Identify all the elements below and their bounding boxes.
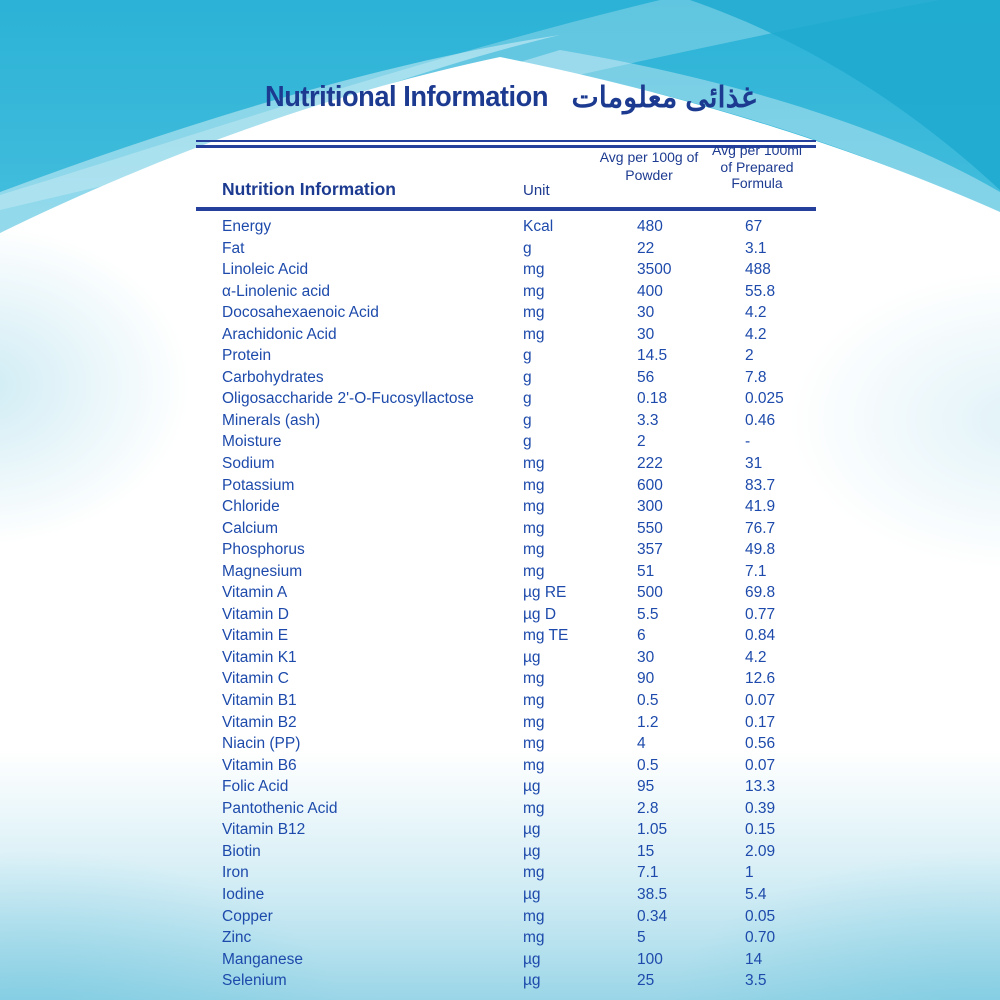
- nutrient-name-cell: Potassium: [222, 476, 295, 494]
- nutrient-name-cell: Iodine: [222, 885, 265, 903]
- table-row: [196, 238, 816, 260]
- powder-value-cell: 6: [637, 627, 646, 645]
- nutrient-name-cell: Energy: [222, 218, 272, 235]
- table-row: [196, 949, 816, 971]
- unit-cell: mg: [523, 476, 545, 494]
- unit-cell: mg: [523, 670, 545, 688]
- formula-value-cell: 41.9: [745, 498, 776, 516]
- nutrient-name-cell: Oligosaccharide 2'-O-Fucosyllactose: [222, 390, 474, 408]
- formula-value-cell: 31: [745, 455, 763, 473]
- formula-value-cell: 2: [745, 347, 754, 365]
- unit-cell: mg: [523, 756, 545, 774]
- unit-cell: mg: [523, 735, 545, 753]
- formula-value-cell: 0.84: [745, 627, 776, 645]
- nutrient-name-cell: Vitamin A: [222, 584, 288, 602]
- table-row: [196, 561, 816, 583]
- nutrient-name-cell: Fat: [222, 239, 245, 257]
- unit-cell: µg: [523, 648, 541, 666]
- table-row: [196, 539, 816, 561]
- nutrient-name-cell: α-Linolenic acid: [222, 282, 331, 300]
- powder-value-cell: 22: [637, 239, 655, 257]
- powder-value-cell: 0.34: [637, 907, 668, 925]
- nutrient-name-cell: Vitamin K1: [222, 648, 297, 666]
- formula-value-cell: 7.8: [745, 368, 767, 386]
- nutrient-name-cell: Sodium: [222, 455, 275, 473]
- unit-cell: mg: [523, 541, 545, 559]
- table-row: [196, 453, 816, 475]
- unit-cell: mg: [523, 692, 545, 710]
- formula-value-cell: 0.07: [745, 692, 776, 710]
- nutrient-name-cell: Copper: [222, 907, 273, 925]
- powder-value-cell: 1.05: [637, 821, 668, 839]
- table-row: [196, 431, 816, 453]
- formula-value-cell: 0.70: [745, 929, 776, 947]
- powder-value-cell: 300: [637, 498, 663, 516]
- table-row: [196, 690, 816, 712]
- powder-value-cell: 95: [637, 778, 655, 796]
- table-row: [196, 324, 816, 346]
- formula-value-cell: 14: [745, 950, 763, 968]
- formula-value-cell: 55.8: [745, 282, 776, 300]
- powder-value-cell: 480: [637, 218, 663, 235]
- nutrient-name-cell: Docosahexaenoic Acid: [222, 304, 379, 322]
- formula-value-cell: 488: [745, 261, 771, 279]
- unit-cell: µg: [523, 842, 541, 860]
- powder-value-cell: 30: [637, 648, 655, 666]
- table-row: [196, 281, 816, 303]
- powder-value-cell: 30: [637, 304, 655, 322]
- powder-value-cell: 500: [637, 584, 663, 602]
- unit-cell: mg: [523, 282, 545, 300]
- powder-value-cell: 3.3: [637, 411, 659, 429]
- nutrition-sheet: [196, 0, 816, 1000]
- nutrient-name-cell: Vitamin D: [222, 605, 289, 623]
- unit-cell: mg: [523, 325, 545, 343]
- nutrient-name-cell: Magnesium: [222, 562, 303, 580]
- formula-value-cell: 0.025: [745, 390, 784, 408]
- table-row: [196, 410, 816, 432]
- powder-value-cell: 2.8: [637, 799, 659, 817]
- unit-cell: mg TE: [523, 627, 569, 645]
- formula-value-cell: 49.8: [745, 541, 776, 559]
- nutrient-name-cell: Phosphorus: [222, 541, 305, 559]
- table-row: [196, 733, 816, 755]
- table-row: [196, 216, 816, 238]
- powder-value-cell: 5: [637, 929, 646, 947]
- formula-value-cell: 67: [745, 218, 763, 235]
- header-rule: [196, 207, 816, 211]
- unit-cell: mg: [523, 498, 545, 516]
- column-header-name: Nutrition Information: [222, 179, 397, 199]
- nutrient-name-cell: Folic Acid: [222, 778, 289, 796]
- unit-cell: mg: [523, 304, 545, 322]
- formula-value-cell: 4.2: [745, 325, 767, 343]
- unit-cell: g: [523, 347, 532, 365]
- nutrient-name-cell: Chloride: [222, 498, 280, 516]
- powder-value-cell: 5.5: [637, 605, 659, 623]
- powder-value-cell: 550: [637, 519, 663, 537]
- column-header-unit: Unit: [523, 182, 550, 199]
- unit-cell: mg: [523, 713, 545, 731]
- table-row: [196, 841, 816, 863]
- nutrient-name-cell: Biotin: [222, 842, 261, 860]
- formula-value-cell: 83.7: [745, 476, 776, 494]
- table-row: [196, 496, 816, 518]
- title-english: Nutritional Information: [265, 81, 548, 113]
- unit-cell: mg: [523, 519, 545, 537]
- nutrient-name-cell: Carbohydrates: [222, 368, 324, 386]
- table-row: [196, 862, 816, 884]
- table-row: [196, 647, 816, 669]
- formula-value-cell: 69.8: [745, 584, 776, 602]
- nutrient-name-cell: Niacin (PP): [222, 735, 301, 753]
- table-row: [196, 884, 816, 906]
- powder-value-cell: 0.5: [637, 692, 659, 710]
- unit-cell: µg RE: [523, 584, 567, 602]
- powder-value-cell: 15: [637, 842, 655, 860]
- table-row: [196, 604, 816, 626]
- table-row: [196, 755, 816, 777]
- nutrient-name-cell: Minerals (ash): [222, 411, 321, 429]
- formula-value-cell: 5.4: [745, 885, 767, 903]
- powder-value-cell: 222: [637, 455, 663, 473]
- nutrient-name-cell: Vitamin C: [222, 670, 289, 688]
- formula-value-cell: 0.46: [745, 411, 776, 429]
- table-row: [196, 712, 816, 734]
- unit-cell: mg: [523, 455, 545, 473]
- unit-cell: mg: [523, 929, 545, 947]
- table-row: [196, 388, 816, 410]
- formula-value-cell: 4.2: [745, 648, 767, 666]
- powder-value-cell: 56: [637, 368, 655, 386]
- powder-value-cell: 0.18: [637, 390, 668, 408]
- unit-cell: µg: [523, 885, 541, 903]
- formula-value-cell: 2.09: [745, 842, 776, 860]
- formula-value-cell: 0.07: [745, 756, 776, 774]
- unit-cell: g: [523, 411, 532, 429]
- formula-value-cell: 0.05: [745, 907, 776, 925]
- table-row: [196, 625, 816, 647]
- powder-value-cell: 0.5: [637, 756, 659, 774]
- title-urdu: غذائی معلومات: [571, 82, 756, 114]
- table-row: [196, 582, 816, 604]
- powder-value-cell: 100: [637, 950, 663, 968]
- powder-value-cell: 3500: [637, 261, 672, 279]
- nutrient-name-cell: Vitamin B1: [222, 692, 297, 710]
- nutrient-name-cell: Vitamin B6: [222, 756, 297, 774]
- powder-value-cell: 1.2: [637, 713, 659, 731]
- unit-cell: µg: [523, 778, 541, 796]
- table-row: [196, 302, 816, 324]
- nutrient-name-cell: Calcium: [222, 519, 278, 537]
- unit-cell: µg: [523, 821, 541, 839]
- nutrient-name-cell: Selenium: [222, 972, 287, 990]
- nutrient-name-cell: Arachidonic Acid: [222, 325, 337, 343]
- formula-value-cell: 13.3: [745, 778, 776, 796]
- table-row: [196, 776, 816, 798]
- formula-value-cell: 0.17: [745, 713, 776, 731]
- page-title: [196, 80, 816, 115]
- unit-cell: µg: [523, 950, 541, 968]
- powder-value-cell: 357: [637, 541, 663, 559]
- powder-value-cell: 14.5: [637, 347, 668, 365]
- formula-value-cell: 3.1: [745, 239, 767, 257]
- nutrient-name-cell: Protein: [222, 347, 272, 365]
- nutrient-name-cell: Manganese: [222, 950, 304, 968]
- nutrient-name-cell: Zinc: [222, 929, 252, 947]
- unit-cell: mg: [523, 261, 545, 279]
- unit-cell: mg: [523, 907, 545, 925]
- unit-cell: g: [523, 433, 532, 451]
- table-row: [196, 819, 816, 841]
- table-row: [196, 798, 816, 820]
- nutrient-name-cell: Pantothenic Acid: [222, 799, 338, 817]
- unit-cell: mg: [523, 864, 545, 882]
- unit-cell: mg: [523, 562, 545, 580]
- powder-value-cell: 25: [637, 972, 655, 990]
- formula-value-cell: 7.1: [745, 562, 767, 580]
- unit-cell: g: [523, 239, 532, 257]
- formula-value-cell: 0.77: [745, 605, 776, 623]
- column-header-formula: Avg per 100ml of Prepared Formula: [711, 142, 802, 191]
- nutrient-name-cell: Vitamin B12: [222, 821, 306, 839]
- table-row: [196, 927, 816, 949]
- table-row: [196, 475, 816, 497]
- table-row: [196, 970, 816, 992]
- formula-value-cell: 76.7: [745, 519, 776, 537]
- unit-cell: µg: [523, 972, 541, 990]
- powder-value-cell: 600: [637, 476, 663, 494]
- powder-value-cell: 38.5: [637, 885, 668, 903]
- formula-value-cell: 3.5: [745, 972, 767, 990]
- unit-cell: µg D: [523, 605, 557, 623]
- column-header-powder: Avg per 100g of Powder: [599, 149, 699, 183]
- nutrient-name-cell: Vitamin B2: [222, 713, 297, 731]
- unit-cell: mg: [523, 799, 545, 817]
- formula-value-cell: 0.15: [745, 821, 776, 839]
- table-row: [196, 259, 816, 281]
- nutrient-name-cell: Moisture: [222, 433, 282, 451]
- unit-cell: g: [523, 390, 532, 408]
- formula-value-cell: 0.56: [745, 735, 776, 753]
- powder-value-cell: 4: [637, 735, 646, 753]
- nutrient-name-cell: Vitamin E: [222, 627, 289, 645]
- powder-value-cell: 7.1: [637, 864, 659, 882]
- formula-value-cell: 0.39: [745, 799, 776, 817]
- powder-value-cell: 30: [637, 325, 655, 343]
- table-row: [196, 668, 816, 690]
- powder-value-cell: 90: [637, 670, 655, 688]
- powder-value-cell: 2: [637, 433, 646, 451]
- formula-value-cell: 4.2: [745, 304, 767, 322]
- nutrient-name-cell: Iron: [222, 864, 249, 882]
- formula-value-cell: 12.6: [745, 670, 776, 688]
- table-row: [196, 906, 816, 928]
- nutrient-name-cell: Linoleic Acid: [222, 261, 309, 279]
- formula-value-cell: -: [745, 433, 751, 451]
- nutrition-table-body: [196, 216, 816, 992]
- table-row: [196, 367, 816, 389]
- powder-value-cell: 51: [637, 562, 655, 580]
- unit-cell: Kcal: [523, 218, 554, 235]
- powder-value-cell: 400: [637, 282, 663, 300]
- table-row: [196, 345, 816, 367]
- unit-cell: g: [523, 368, 532, 386]
- formula-value-cell: 1: [745, 864, 754, 882]
- table-row: [196, 518, 816, 540]
